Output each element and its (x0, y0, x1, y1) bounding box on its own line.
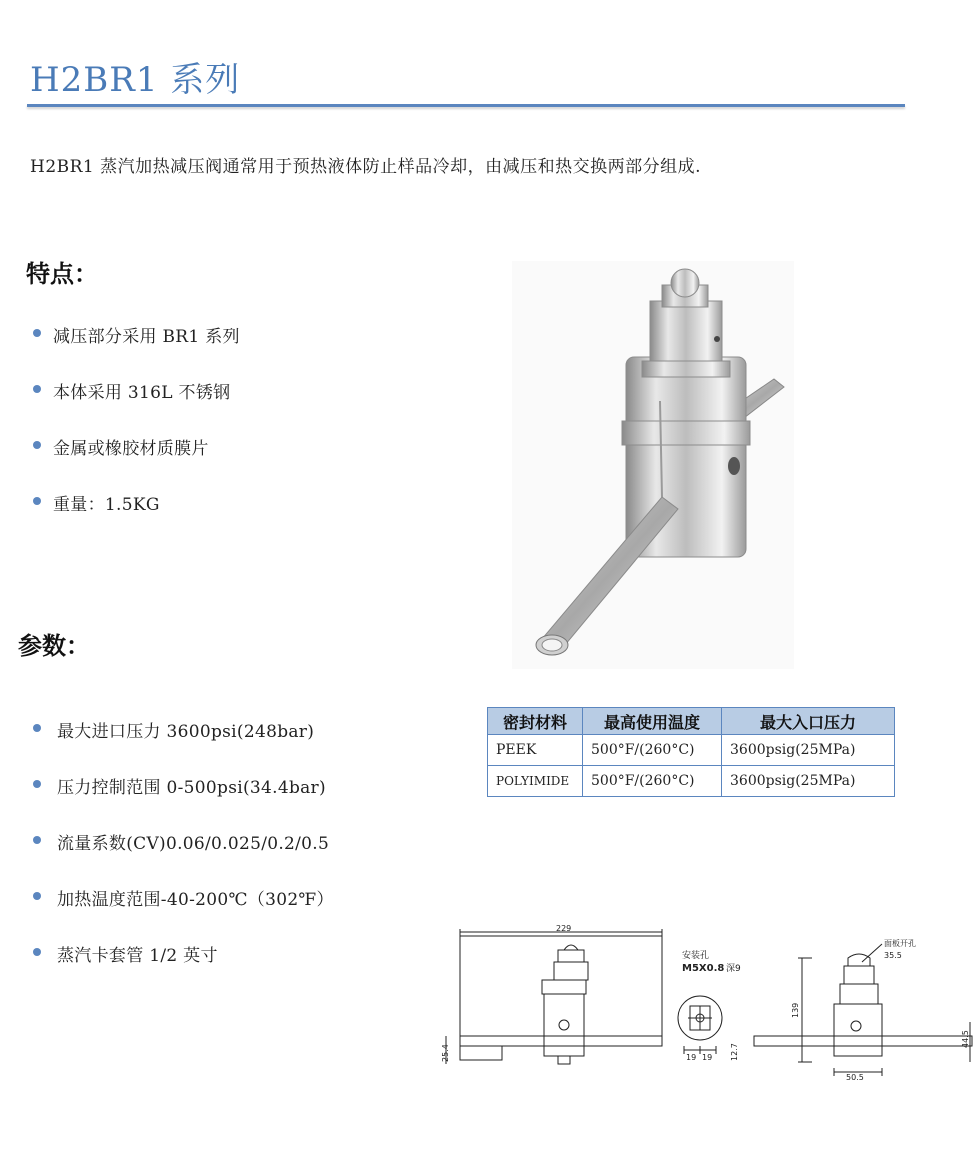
table-row (488, 766, 895, 797)
bullet-icon (33, 329, 41, 337)
bullet-icon (33, 780, 41, 788)
list-item: 金属或橡胶材质膜片 (33, 434, 209, 459)
bullet-icon (33, 497, 41, 505)
list-item: 减压部分采用 BR1 系列 (33, 322, 240, 347)
title-divider (27, 104, 905, 107)
list-item: 本体采用 316L 不锈钢 (33, 378, 230, 403)
dim-25-4: 25.4 (441, 1044, 450, 1062)
dimension-drawing (432, 922, 976, 1082)
dim-12-7: 12.7 (730, 1043, 739, 1061)
mount-label: 安装孔 (682, 951, 710, 961)
dim-19a: 19 (686, 1053, 697, 1062)
list-item: 蒸汽卡套管 1/2 英寸 (33, 941, 218, 966)
list-item: 重量：1.5KG (33, 490, 160, 515)
table-cell: 500°F/(260°C) (583, 766, 722, 797)
spec-table (487, 707, 895, 797)
table-header: 密封材料 (488, 708, 583, 735)
params-heading: 参数： (18, 632, 90, 660)
table-cell: 500°F/(260°C) (583, 735, 722, 766)
mount-depth: 深9 (726, 964, 741, 974)
dim-229: 229 (556, 924, 572, 933)
dim-139: 139 (791, 1002, 800, 1018)
dim-19b: 19 (702, 1053, 713, 1062)
table-cell: PEEK (488, 735, 583, 766)
panel-label: 面板开孔 (884, 939, 916, 948)
mount-spec: M5X0.8 (682, 963, 725, 974)
table-header: 最大入口压力 (722, 708, 895, 735)
bullet-icon (33, 836, 41, 844)
table-header: 最高使用温度 (583, 708, 722, 735)
bullet-icon (33, 724, 41, 732)
bullet-icon (33, 892, 41, 900)
list-item: 加热温度范围-40-200℃（302℉） (33, 885, 334, 910)
table-cell: 3600psig(25MPa) (722, 766, 895, 797)
list-item: 压力控制范围 0-500psi(34.4bar) (33, 773, 326, 798)
product-photo (512, 261, 794, 669)
table-header-row (488, 708, 895, 735)
table-cell: POLYIMIDE (488, 766, 583, 797)
table-cell: 3600psig(25MPa) (722, 735, 895, 766)
list-item: 流量系数(CV)0.06/0.025/0.2/0.5 (33, 829, 329, 854)
intro-paragraph: H2BR1 蒸汽加热减压阀通常用于预热液体防止样品冷却，由减压和热交换两部分组成. (30, 157, 702, 177)
bullet-icon (33, 948, 41, 956)
panel-dim: 35.5 (884, 951, 902, 960)
dim-44-5: 44.5 (961, 1030, 970, 1048)
bullet-icon (33, 441, 41, 449)
features-heading: 特点： (26, 260, 98, 288)
page-title: H2BR1 系列 (30, 60, 241, 100)
list-item: 最大进口压力 3600psi(248bar) (33, 717, 314, 742)
table-row (488, 735, 895, 766)
dim-50-5: 50.5 (846, 1073, 864, 1082)
bullet-icon (33, 385, 41, 393)
